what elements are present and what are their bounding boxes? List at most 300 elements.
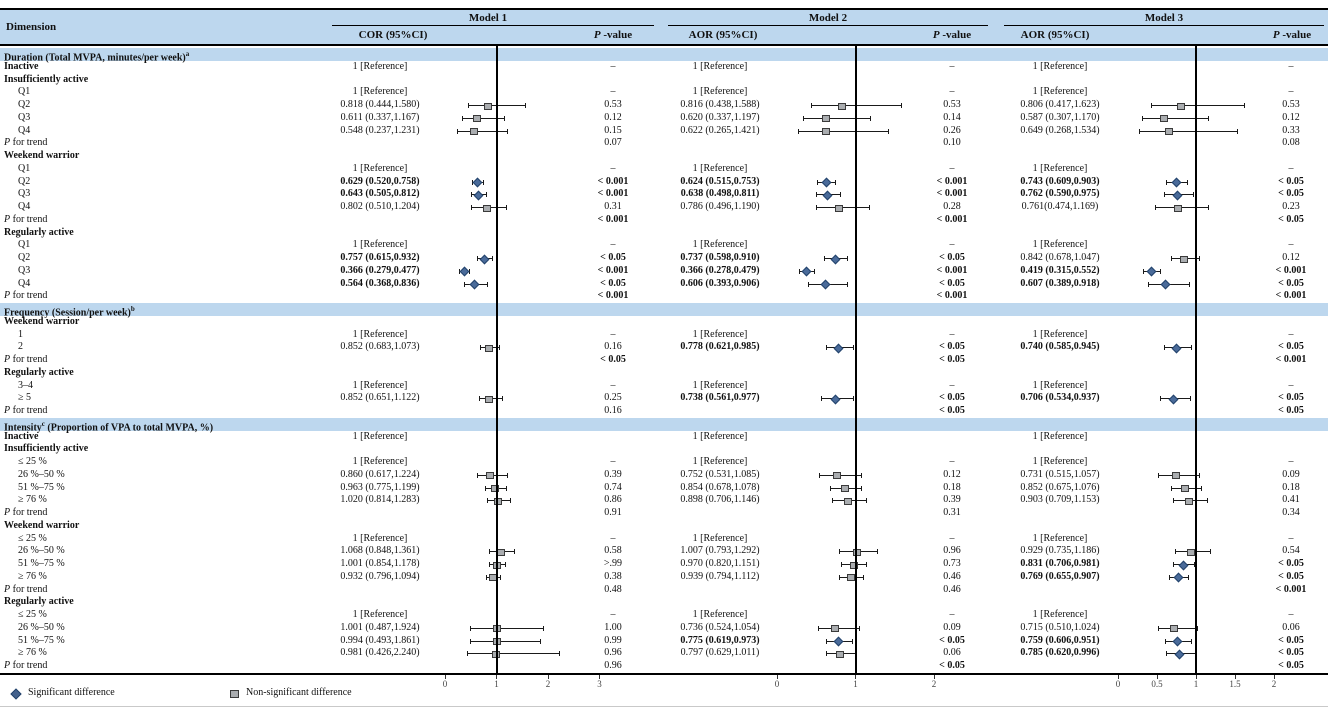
p-value: 0.18 [943, 481, 961, 493]
estimate-value: 0.638 (0.498,0.811) [680, 188, 760, 200]
row-label: P for trend [4, 405, 48, 416]
p-value: 0.34 [1282, 507, 1300, 518]
table-row [0, 201, 1328, 214]
ci-cap-right [1210, 549, 1211, 554]
square-marker [1172, 472, 1180, 479]
diamond-marker [480, 254, 490, 264]
ci-cap-right [847, 256, 848, 261]
row-label: Q1 [18, 86, 31, 98]
ci-cap-right [1244, 103, 1245, 108]
p-value: 0.38 [604, 570, 622, 582]
ci-cap-left [1164, 345, 1165, 350]
ci-cap-right [870, 116, 871, 121]
p-value: – [949, 86, 955, 98]
row-label: Insufficiently active [4, 73, 89, 85]
square-marker [484, 103, 492, 110]
legend-item-significant [12, 686, 115, 702]
estimate-value: 0.903 (0.709,1.153) [1020, 494, 1100, 506]
diamond-marker [1175, 649, 1185, 659]
ci-cap-right [866, 562, 867, 567]
square-marker [1174, 205, 1182, 212]
estimate-value: 0.761(0.474,1.169) [1021, 201, 1099, 212]
estimate-value [318, 316, 442, 329]
figure-bottom-border [0, 706, 1328, 707]
row-label: ≥ 5 [18, 392, 31, 404]
table-row [0, 86, 1328, 99]
ci-cap-left [816, 192, 817, 197]
p-value: 0.86 [604, 494, 622, 506]
square-marker [1181, 485, 1189, 492]
square-marker [841, 485, 849, 492]
p-value: < 0.001 [936, 188, 968, 200]
ci-cap-left [1158, 473, 1159, 478]
estimate-value: 0.852 (0.675,1.076) [1020, 481, 1100, 493]
ci-cap-right [863, 575, 864, 580]
p-value: 0.31 [943, 507, 961, 518]
row-label: Regularly active [4, 366, 74, 378]
ci-cap-left [457, 129, 458, 134]
table-row [0, 265, 1328, 278]
p-value: 0.15 [604, 124, 622, 136]
ci-cap-right [869, 205, 870, 210]
row-label: P for trend [4, 507, 48, 518]
model-1-underline [332, 25, 654, 26]
estimate-value [318, 596, 442, 609]
estimate-value: 0.564 (0.368,0.836) [340, 277, 420, 289]
p-value: – [1288, 60, 1294, 72]
table-row [0, 316, 1328, 329]
estimate-value: 1 [Reference] [352, 379, 408, 391]
p-value: 0.53 [1282, 99, 1300, 110]
ci-cap-right [847, 282, 848, 287]
p-value: < 0.05 [939, 252, 965, 263]
square-marker [1170, 625, 1178, 632]
model-3-underline [1004, 25, 1324, 26]
ci-cap-left [826, 345, 827, 350]
p-value [568, 596, 658, 609]
estimate-value: 0.611 (0.337,1.167) [340, 111, 420, 123]
table-row [0, 112, 1328, 125]
table-row [0, 74, 1328, 87]
model-3-estimate-column-header: AOR (95%CI) [1020, 29, 1090, 41]
p-value: 0.28 [943, 201, 961, 212]
estimate-value [993, 507, 1127, 520]
trend-row [0, 290, 1328, 303]
estimate-value: 1 [Reference] [1032, 162, 1088, 174]
trend-row [0, 405, 1328, 418]
row-label: Q4 [18, 277, 31, 289]
table-row [0, 520, 1328, 533]
ci-cap-left [819, 473, 820, 478]
row-label: 51 %–75 % [18, 634, 65, 646]
square-marker [835, 205, 843, 212]
estimate-value: 1 [Reference] [352, 60, 408, 72]
square-marker [822, 128, 830, 135]
estimate-value: 0.852 (0.683,1.073) [340, 341, 420, 353]
p-value: – [949, 609, 955, 620]
model-1-estimate-column-header: COR (95%CI) [358, 29, 428, 41]
p-value: – [949, 162, 955, 174]
ci-cap-right [502, 396, 503, 401]
ci-cap-left [1173, 562, 1174, 567]
p-value: < 0.001 [597, 213, 629, 225]
estimate-value: 0.797 (0.629,1.011) [680, 647, 760, 659]
p-value: – [949, 239, 955, 251]
row-label: P for trend [4, 213, 48, 225]
diamond-marker [470, 280, 480, 290]
p-value: < 0.05 [939, 392, 965, 404]
ci-cap-right [1191, 639, 1192, 644]
table-row [0, 380, 1328, 393]
table-row [0, 482, 1328, 495]
square-marker [1165, 128, 1173, 135]
diamond-marker [834, 343, 844, 353]
p-value: 0.10 [943, 137, 961, 149]
row-label: Insufficiently active [4, 443, 89, 455]
estimate-value: 1 [Reference] [692, 456, 748, 467]
p-value [908, 227, 996, 240]
table-row [0, 431, 1328, 444]
p-value [1258, 443, 1324, 456]
p-value: 0.46 [943, 570, 961, 582]
estimate-value [993, 137, 1127, 150]
estimate-value: 0.622 (0.265,1.421) [680, 124, 760, 136]
table-row [0, 571, 1328, 584]
estimate-value [993, 227, 1127, 240]
estimate-value: 0.587 (0.307,1.170) [1020, 111, 1100, 123]
ci-cap-left [467, 651, 468, 656]
p-value: 0.06 [1282, 621, 1300, 633]
p-value: 0.53 [604, 99, 622, 110]
axis-tick-label: 3 [597, 679, 602, 689]
ci-cap-right [500, 575, 501, 580]
table-row [0, 456, 1328, 469]
p-value: – [610, 379, 616, 391]
estimate-value: 0.854 (0.678,1.078) [680, 481, 760, 493]
table-bottom-border [0, 673, 1328, 675]
p-value: – [1288, 328, 1294, 340]
p-value: < 0.05 [1278, 175, 1304, 187]
ci-whisker [467, 653, 560, 654]
table-row [0, 61, 1328, 74]
row-label: ≤ 25 % [18, 532, 47, 544]
p-value: 0.25 [604, 392, 622, 404]
square-marker [833, 472, 841, 479]
table-row [0, 341, 1328, 354]
p-value: < 0.05 [939, 405, 965, 416]
ci-cap-left [832, 498, 833, 503]
estimate-value: 0.629 (0.520,0.758) [340, 175, 420, 187]
p-value: – [949, 60, 955, 72]
estimate-value [993, 405, 1127, 418]
p-value: 0.07 [604, 137, 622, 149]
row-label: Q3 [18, 264, 31, 276]
estimate-value [993, 214, 1127, 227]
section-row [0, 48, 1328, 64]
ci-cap-left [1171, 486, 1172, 491]
row-label: Q4 [18, 201, 31, 212]
diamond-marker [473, 178, 483, 188]
axis-tick-label: 1 [853, 679, 858, 689]
estimate-value: 1 [Reference] [692, 379, 748, 391]
p-value: – [610, 328, 616, 340]
p-value [1258, 227, 1324, 240]
estimate-value: 0.963 (0.775,1.199) [340, 481, 420, 493]
model-1-pvalue-column-header: P -value [593, 29, 633, 41]
p-value: < 0.05 [939, 341, 965, 353]
row-label: Q4 [18, 124, 31, 136]
p-value: 0.08 [1282, 137, 1300, 149]
estimate-value: 0.929 (0.735,1.186) [1020, 545, 1100, 557]
ci-cap-right [840, 192, 841, 197]
row-label: Q2 [18, 175, 31, 187]
p-value [908, 316, 996, 329]
ci-cap-left [1169, 575, 1170, 580]
p-value: – [949, 532, 955, 544]
p-value: 0.31 [604, 201, 622, 212]
square-marker [473, 115, 481, 122]
square-marker [1177, 103, 1185, 110]
row-label: 51 %–75 % [18, 481, 65, 493]
ci-cap-right [506, 205, 507, 210]
ci-cap-left [489, 562, 490, 567]
estimate-value: 0.757 (0.615,0.932) [340, 252, 420, 263]
ci-cap-left [841, 562, 842, 567]
diamond-icon [10, 688, 21, 699]
p-value: 0.09 [1282, 468, 1300, 480]
ci-cap-right [483, 180, 484, 185]
model-2-pvalue-column-header: P -value [932, 29, 972, 41]
row-label: Weekend warrior [4, 315, 80, 327]
p-value: 0.96 [943, 545, 961, 557]
p-value: 0.54 [1282, 545, 1300, 557]
trend-row [0, 354, 1328, 367]
estimate-value: 1 [Reference] [352, 430, 408, 442]
ci-cap-left [826, 639, 827, 644]
ci-cap-right [1208, 205, 1209, 210]
p-value: – [610, 532, 616, 544]
p-value: 0.33 [1282, 124, 1300, 136]
ci-cap-left [1164, 192, 1165, 197]
ci-cap-right [1208, 116, 1209, 121]
estimate-value [318, 584, 442, 597]
row-label: Regularly active [4, 596, 74, 608]
ci-cap-right [866, 498, 867, 503]
estimate-value: 1 [Reference] [1032, 456, 1088, 467]
p-value: < 0.001 [936, 175, 968, 187]
table-row [0, 278, 1328, 291]
section-label: Intensity$^c$ (Proportion of VPA to total MVPA, %) [4, 419, 214, 434]
ci-cap-right [1237, 129, 1238, 134]
ci-cap-left [817, 180, 818, 185]
ci-whisker [470, 628, 544, 629]
estimate-value [993, 367, 1127, 380]
square-marker [1185, 498, 1193, 505]
ci-cap-left [803, 116, 804, 121]
estimate-value: 1 [Reference] [352, 162, 408, 174]
diamond-marker [1173, 637, 1183, 647]
estimate-value [993, 584, 1127, 597]
p-value [1258, 367, 1324, 380]
p-value: 0.23 [1282, 201, 1300, 212]
ci-cap-left [480, 345, 481, 350]
p-value: < 0.001 [597, 290, 629, 302]
ci-cap-left [1173, 498, 1174, 503]
square-marker [486, 472, 494, 479]
ci-cap-left [470, 639, 471, 644]
ci-cap-left [839, 575, 840, 580]
diamond-marker [820, 280, 830, 290]
ci-cap-right [499, 345, 500, 350]
table-row [0, 596, 1328, 609]
estimate-value: 0.649 (0.268,1.534) [1020, 124, 1100, 136]
ci-cap-right [877, 549, 878, 554]
row-label: 26 %–50 % [18, 468, 65, 480]
p-value: < 0.001 [936, 213, 968, 225]
estimate-value: 1.001 (0.854,1.178) [340, 558, 420, 569]
ci-cap-right [1199, 473, 1200, 478]
estimate-value: 0.802 (0.510,1.204) [340, 201, 420, 212]
p-value: – [1288, 86, 1294, 98]
estimate-value: 0.606 (0.393,0.906) [680, 277, 760, 289]
diamond-marker [801, 267, 811, 277]
p-value [908, 596, 996, 609]
diamond-marker [1171, 343, 1181, 353]
ci-cap-right [1160, 269, 1161, 274]
estimate-value [318, 367, 442, 380]
square-marker [485, 396, 493, 403]
ci-cap-right [1187, 180, 1188, 185]
p-value: < 0.05 [1278, 392, 1304, 404]
p-value: 0.12 [604, 111, 622, 123]
estimate-value: 1 [Reference] [352, 328, 408, 340]
row-label: 2 [18, 341, 23, 353]
estimate-value [318, 354, 442, 367]
table-row [0, 239, 1328, 252]
p-value: < 0.05 [1278, 213, 1304, 225]
p-value [1258, 316, 1324, 329]
ci-cap-left [1175, 549, 1176, 554]
estimate-value: 1 [Reference] [352, 609, 408, 620]
p-value: 0.09 [943, 621, 961, 633]
estimate-value: 1.007 (0.793,1.292) [680, 545, 760, 557]
header-bottom-border [0, 44, 1328, 46]
ci-cap-left [489, 549, 490, 554]
p-value: < 0.05 [600, 252, 626, 263]
model-3-header: Model 3 [1144, 12, 1184, 24]
p-value: 0.26 [943, 124, 961, 136]
row-label: ≤ 25 % [18, 456, 47, 467]
p-value [908, 443, 996, 456]
square-marker [1160, 115, 1168, 122]
diamond-marker [1173, 190, 1183, 200]
estimate-value: 0.624 (0.515,0.753) [680, 175, 760, 187]
axis-tick-label: 1.5 [1229, 679, 1241, 689]
ci-whisker [798, 131, 889, 132]
estimate-value [318, 405, 442, 418]
row-label: P for trend [4, 583, 48, 595]
estimate-value [993, 660, 1127, 673]
p-value: – [610, 86, 616, 98]
p-value: < 0.05 [1278, 405, 1304, 416]
row-label: Weekend warrior [4, 519, 80, 531]
row-label: P for trend [4, 137, 48, 149]
row-label: Q2 [18, 252, 31, 263]
p-value: 0.46 [943, 583, 961, 595]
row-label: Weekend warrior [4, 150, 80, 161]
estimate-value: 1 [Reference] [1032, 609, 1088, 620]
estimate-value: 1 [Reference] [1032, 430, 1088, 442]
ci-cap-left [479, 396, 480, 401]
p-value: < 0.05 [1278, 647, 1304, 659]
ci-cap-right [1207, 498, 1208, 503]
section-row [0, 303, 1328, 319]
diamond-marker [823, 190, 833, 200]
ci-cap-right [1191, 345, 1192, 350]
estimate-value: 0.715 (0.510,1.024) [1020, 621, 1100, 633]
section-label: Duration (Total MVPA, minutes/per week)$^a$ [4, 50, 190, 64]
p-value: < 0.001 [597, 175, 629, 187]
axis-tick-label: 1 [494, 679, 499, 689]
axis-tick-label: 2 [931, 679, 937, 689]
p-value: – [610, 239, 616, 251]
p-value: – [1288, 162, 1294, 174]
estimate-value [993, 596, 1127, 609]
square-marker [485, 345, 493, 352]
ci-cap-right [1190, 396, 1191, 401]
estimate-value [993, 443, 1127, 456]
p-value [908, 431, 996, 444]
estimate-value: 0.620 (0.337,1.197) [680, 111, 760, 123]
table-row [0, 367, 1328, 380]
model-3-pvalue-column-header: P -value [1272, 29, 1312, 41]
table-row [0, 635, 1328, 648]
estimate-value: 0.366 (0.278,0.479) [680, 264, 760, 276]
table-row [0, 609, 1328, 622]
ci-cap-left [816, 205, 817, 210]
p-value: 0.58 [604, 545, 622, 557]
ci-cap-left [1166, 651, 1167, 656]
p-value: < 0.05 [600, 354, 626, 365]
ci-whisker [1155, 207, 1209, 208]
estimate-value: 0.860 (0.617,1.224) [340, 468, 420, 480]
row-label: Inactive [4, 430, 39, 442]
p-value: < 0.001 [1275, 264, 1307, 276]
ci-cap-right [514, 549, 515, 554]
estimate-value [993, 520, 1127, 533]
ci-whisker [1151, 105, 1245, 106]
p-value: – [1288, 379, 1294, 391]
diamond-marker [830, 394, 840, 404]
axis-tick-label: 0 [1115, 679, 1121, 689]
estimate-value: 0.736 (0.524,1.054) [680, 621, 760, 633]
row-label: 51 %–75 % [18, 558, 65, 569]
table-row [0, 176, 1328, 189]
estimate-value: 0.706 (0.534,0.937) [1020, 392, 1100, 404]
p-value [568, 74, 658, 87]
estimate-value [993, 74, 1127, 87]
p-value: < 0.05 [1278, 660, 1304, 671]
trend-row [0, 137, 1328, 150]
ci-whisker [1142, 118, 1209, 119]
row-label: 26 %–50 % [18, 621, 65, 633]
estimate-value [318, 214, 442, 227]
estimate-value: 1.001 (0.487,1.924) [340, 621, 420, 633]
p-value: – [610, 456, 616, 467]
trend-row [0, 214, 1328, 227]
estimate-value: 0.366 (0.279,0.477) [340, 264, 420, 276]
ci-cap-right [510, 498, 511, 503]
